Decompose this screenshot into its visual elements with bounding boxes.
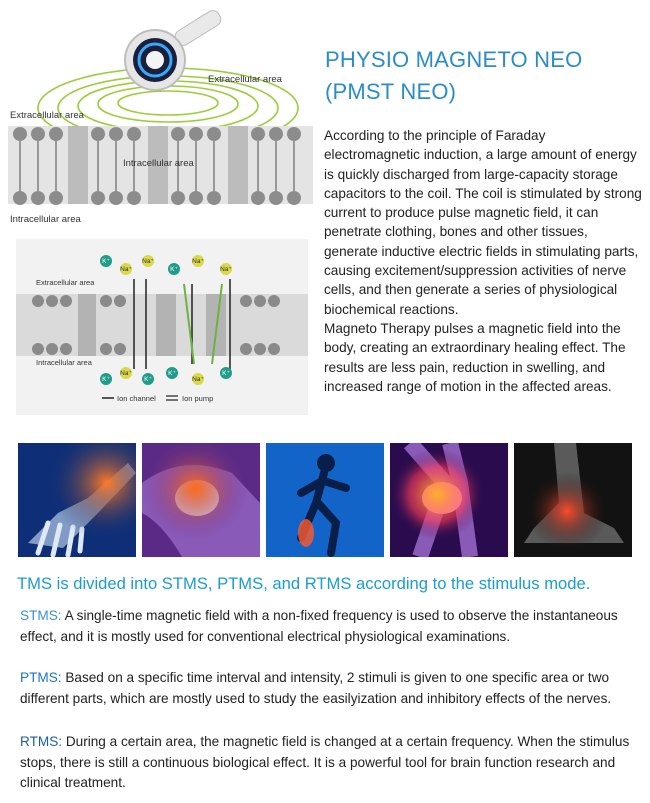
description-paragraph-1: According to the principle of Faraday electromagnetic induction, a large amount of energy is quickly discharged from large-capacity storage capacitors to the coil. The coil is stimulated by strong current to produce pulse magnetic field, it can penetrate clothing, bones and other tissues, generate inductive electric fields in stimulating parts, causing excitement/suppression activities of nerve cells, and then generate a series of physiological biochemical reactions.	[324, 128, 642, 317]
ion-k: K⁺	[168, 370, 176, 377]
mode-stms	[20, 606, 640, 647]
ion-k: K⁺	[102, 376, 110, 383]
ion-channel-illustration	[16, 239, 308, 415]
legend-ion-pump: Ion pump	[182, 394, 214, 403]
description	[324, 126, 642, 396]
ion-na: Na⁺	[142, 258, 154, 265]
ankle-image	[514, 443, 632, 557]
shoulder-image	[142, 443, 260, 557]
ion-na: Na⁺	[192, 258, 204, 265]
label-intracellular: Intracellular area	[36, 358, 92, 367]
title-line-2: (PMST NEO)	[325, 79, 457, 104]
page-title	[325, 44, 635, 108]
label-extracellular-left: Extracellular area	[10, 110, 84, 121]
mode-ptms-label: PTMS:	[20, 670, 62, 685]
ion-na: Na⁺	[220, 266, 232, 273]
ion-na: Na⁺	[192, 376, 204, 383]
coil-membrane-diagram	[8, 8, 313, 233]
label-extracellular-right: Extracellular area	[208, 74, 282, 85]
ion-k: K⁺	[170, 266, 178, 273]
photo-ankle	[514, 443, 632, 557]
label-extracellular: Extracellular area	[36, 278, 95, 287]
ion-na: Na⁺	[120, 266, 132, 273]
mode-ptms	[20, 668, 640, 709]
coil-membrane-illustration	[8, 8, 313, 233]
photo-runner	[266, 443, 384, 557]
photo-knee	[390, 443, 508, 557]
ion-channel-diagram	[16, 239, 308, 415]
description-paragraph-2: Magneto Therapy pulses a magnetic field into the body, creating an extraordinary healing effect. The results are less pain, reduction in swelling, and increased range of motion in the affected areas.	[324, 320, 626, 394]
label-intracellular-center: Intracellular area	[123, 158, 194, 169]
mode-stms-text: A single-time magnetic field with a non-fixed frequency is used to observe the instantaneous effect, and it is mostly used for conventional electrical physiological examinations.	[20, 608, 618, 644]
ion-k: K⁺	[102, 258, 110, 265]
mode-ptms-text: Based on a specific time interval and intensity, 2 stimuli is given to one specific area or two different parts, which are mostly used to study the easilyization and inhibitory effects of the nerves.	[20, 670, 612, 706]
mode-stms-label: STMS:	[20, 608, 62, 623]
ion-k: K⁺	[222, 370, 230, 377]
mode-rtms-label: RTMS:	[20, 734, 63, 749]
mode-rtms-text: During a certain area, the magnetic field is changed at a certain frequency. When the stimulus stops, there is still a continuous biological effect. It is a powerful tool for brain function research and clinical treatment.	[20, 734, 630, 790]
tms-modes-heading: TMS is divided into STMS, PTMS, and RTMS according to the stimulus mode.	[17, 574, 591, 593]
runner-image	[266, 443, 384, 557]
hand-wrist-image	[18, 443, 136, 557]
knee-image	[390, 443, 508, 557]
ion-k: K⁺	[144, 376, 152, 383]
photo-shoulder	[142, 443, 260, 557]
mode-rtms	[20, 732, 640, 794]
photo-hand-wrist	[18, 443, 136, 557]
label-intracellular-left: Intracellular area	[10, 214, 81, 225]
title-line-1: PHYSIO MAGNETO NEO	[325, 47, 583, 72]
ion-na: Na⁺	[120, 370, 132, 377]
legend-ion-channel: Ion channel	[117, 394, 156, 403]
